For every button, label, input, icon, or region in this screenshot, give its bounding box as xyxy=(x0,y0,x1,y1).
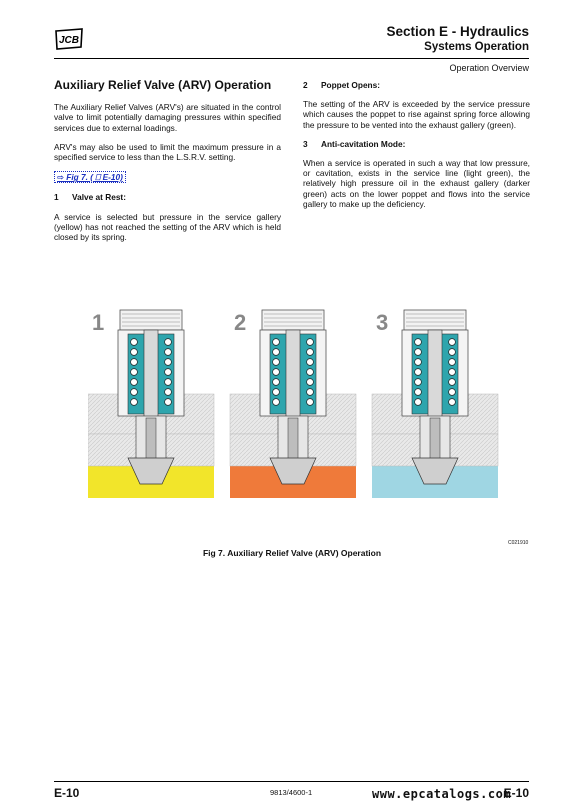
step1-heading xyxy=(54,192,281,202)
step1-text: A service is selected but pressure in the service gallery (yellow) has not reached the setting of the ARV which is held closed by its spring. xyxy=(54,211,281,243)
step1-number: 1 xyxy=(54,192,59,203)
step3-text: When a service is operated in such a way that low pressure, or cavitation, exists in the service line (light green), the relatively high pressure oil in the exhaust gallery (darker green) acts on the lower poppet and flows into the service gallery to make up the deficiency. xyxy=(303,158,530,209)
step3-title: Anti-cavitation Mode: xyxy=(321,138,406,149)
step2-number: 2 xyxy=(303,80,308,90)
logo-text: JCB xyxy=(58,35,80,46)
jcb-logo xyxy=(54,28,84,50)
arv-panel-3 xyxy=(372,310,498,498)
arv-panel-2 xyxy=(230,310,356,498)
section-subtitle: Systems Operation xyxy=(424,41,529,53)
intro-paragraph: The Auxiliary Relief Valves (ARV's) are situated in the control valve to limit potentially damaging pressures within specified services due to external loadings. xyxy=(54,102,281,133)
lsrv-paragraph: ARV's may also be used to limit the maximum pressure in a specified service to less than the L.S.R.V. setting. xyxy=(54,141,281,163)
figure-link[interactable]: ⇨ Fig 7. ( ⎕ E-10) xyxy=(54,171,126,183)
step2-text: The setting of the ARV is exceeded by the service pressure which causes the poppet to rise against spring force allowing the pressure to be vented into the exhaust gallery (green). xyxy=(303,99,530,130)
step3-number: 3 xyxy=(303,138,308,149)
figure-caption: Fig 7. Auxiliary Relief Valve (ARV) Operation xyxy=(202,548,382,558)
footer-rule xyxy=(54,781,529,782)
panel-1-label: 1 xyxy=(92,310,105,335)
watermark: www.epcatalogs.com xyxy=(372,787,512,801)
arv-panel-1 xyxy=(88,310,214,498)
figure-code: C021910 xyxy=(508,540,529,546)
footer-page-number-right: E-10 xyxy=(503,786,529,800)
step1-title: Valve at Rest: xyxy=(72,192,126,203)
page-heading: Auxiliary Relief Valve (ARV) Operation xyxy=(54,78,272,92)
panel-3-label: 3 xyxy=(376,310,389,335)
footer-doc-number: 9813/4600-1 xyxy=(270,788,313,797)
left-column xyxy=(54,80,281,251)
step2-title: Poppet Opens: xyxy=(321,80,381,90)
topic-label: Operation Overview xyxy=(449,63,529,73)
right-column xyxy=(303,80,530,218)
panel-2-label: 2 xyxy=(234,310,247,335)
header-rule xyxy=(54,58,529,59)
step3-heading xyxy=(303,139,530,149)
step2-heading xyxy=(303,80,530,90)
footer-page-number: E-10 xyxy=(54,786,80,800)
arv-figure xyxy=(88,308,508,505)
arv-illustration xyxy=(88,308,508,500)
section-title: Section E - Hydraulics xyxy=(386,24,529,39)
